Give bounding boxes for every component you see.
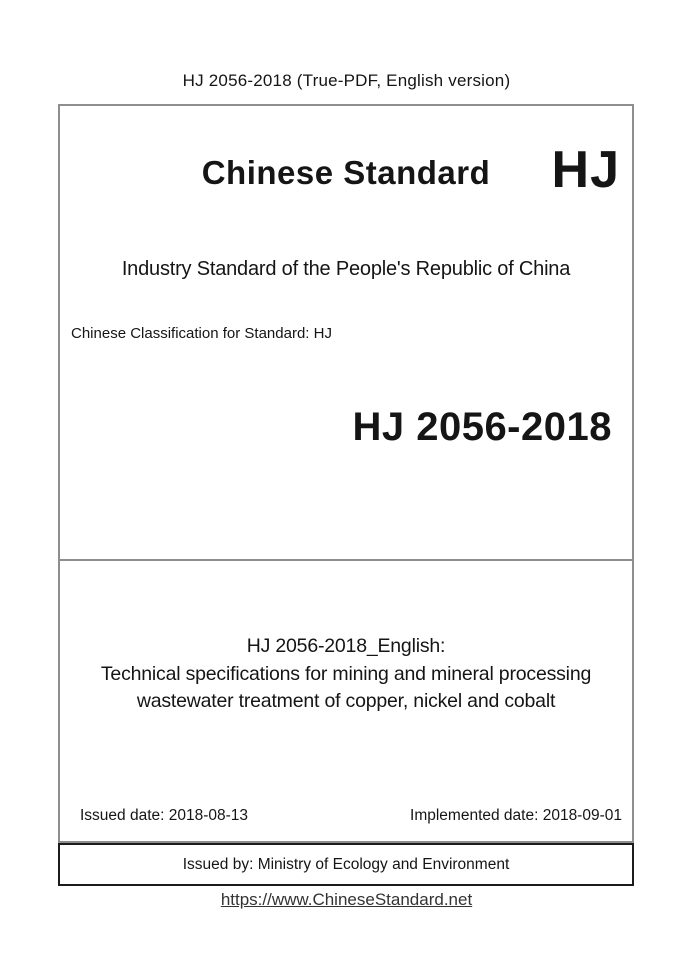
standard-number: HJ 2056-2018 bbox=[352, 405, 612, 449]
dates-row bbox=[80, 807, 622, 825]
cover-top-section bbox=[60, 106, 632, 561]
cover-middle-section bbox=[60, 561, 632, 841]
page-header: HJ 2056-2018 (True-PDF, English version) bbox=[182, 71, 511, 90]
document-title-line2: Technical specifications for mining and mineral processing bbox=[100, 662, 592, 685]
classification-label: Chinese Classification for Standard: HJ bbox=[71, 325, 332, 342]
issuer-label: Issued by: Ministry of Ecology and Environment bbox=[182, 855, 510, 873]
cover-main-box bbox=[58, 104, 634, 843]
industry-standard-subtitle: Industry Standard of the People's Republic of China bbox=[121, 258, 571, 280]
footer bbox=[0, 890, 693, 910]
site-link[interactable]: https://www.ChineseStandard.net bbox=[220, 890, 473, 909]
document-title bbox=[60, 633, 632, 716]
brand-title: Chinese Standard bbox=[201, 154, 491, 191]
hj-logo: HJ bbox=[551, 141, 620, 199]
document-title-line3: wastewater treatment of copper, nickel and cobalt bbox=[136, 690, 556, 712]
issued-date: Issued date: 2018-08-13 bbox=[80, 807, 249, 824]
issuer-bar bbox=[58, 843, 634, 886]
implemented-date: Implemented date: 2018-09-01 bbox=[410, 807, 622, 824]
document-title-line1: HJ 2056-2018_English: bbox=[246, 635, 446, 657]
